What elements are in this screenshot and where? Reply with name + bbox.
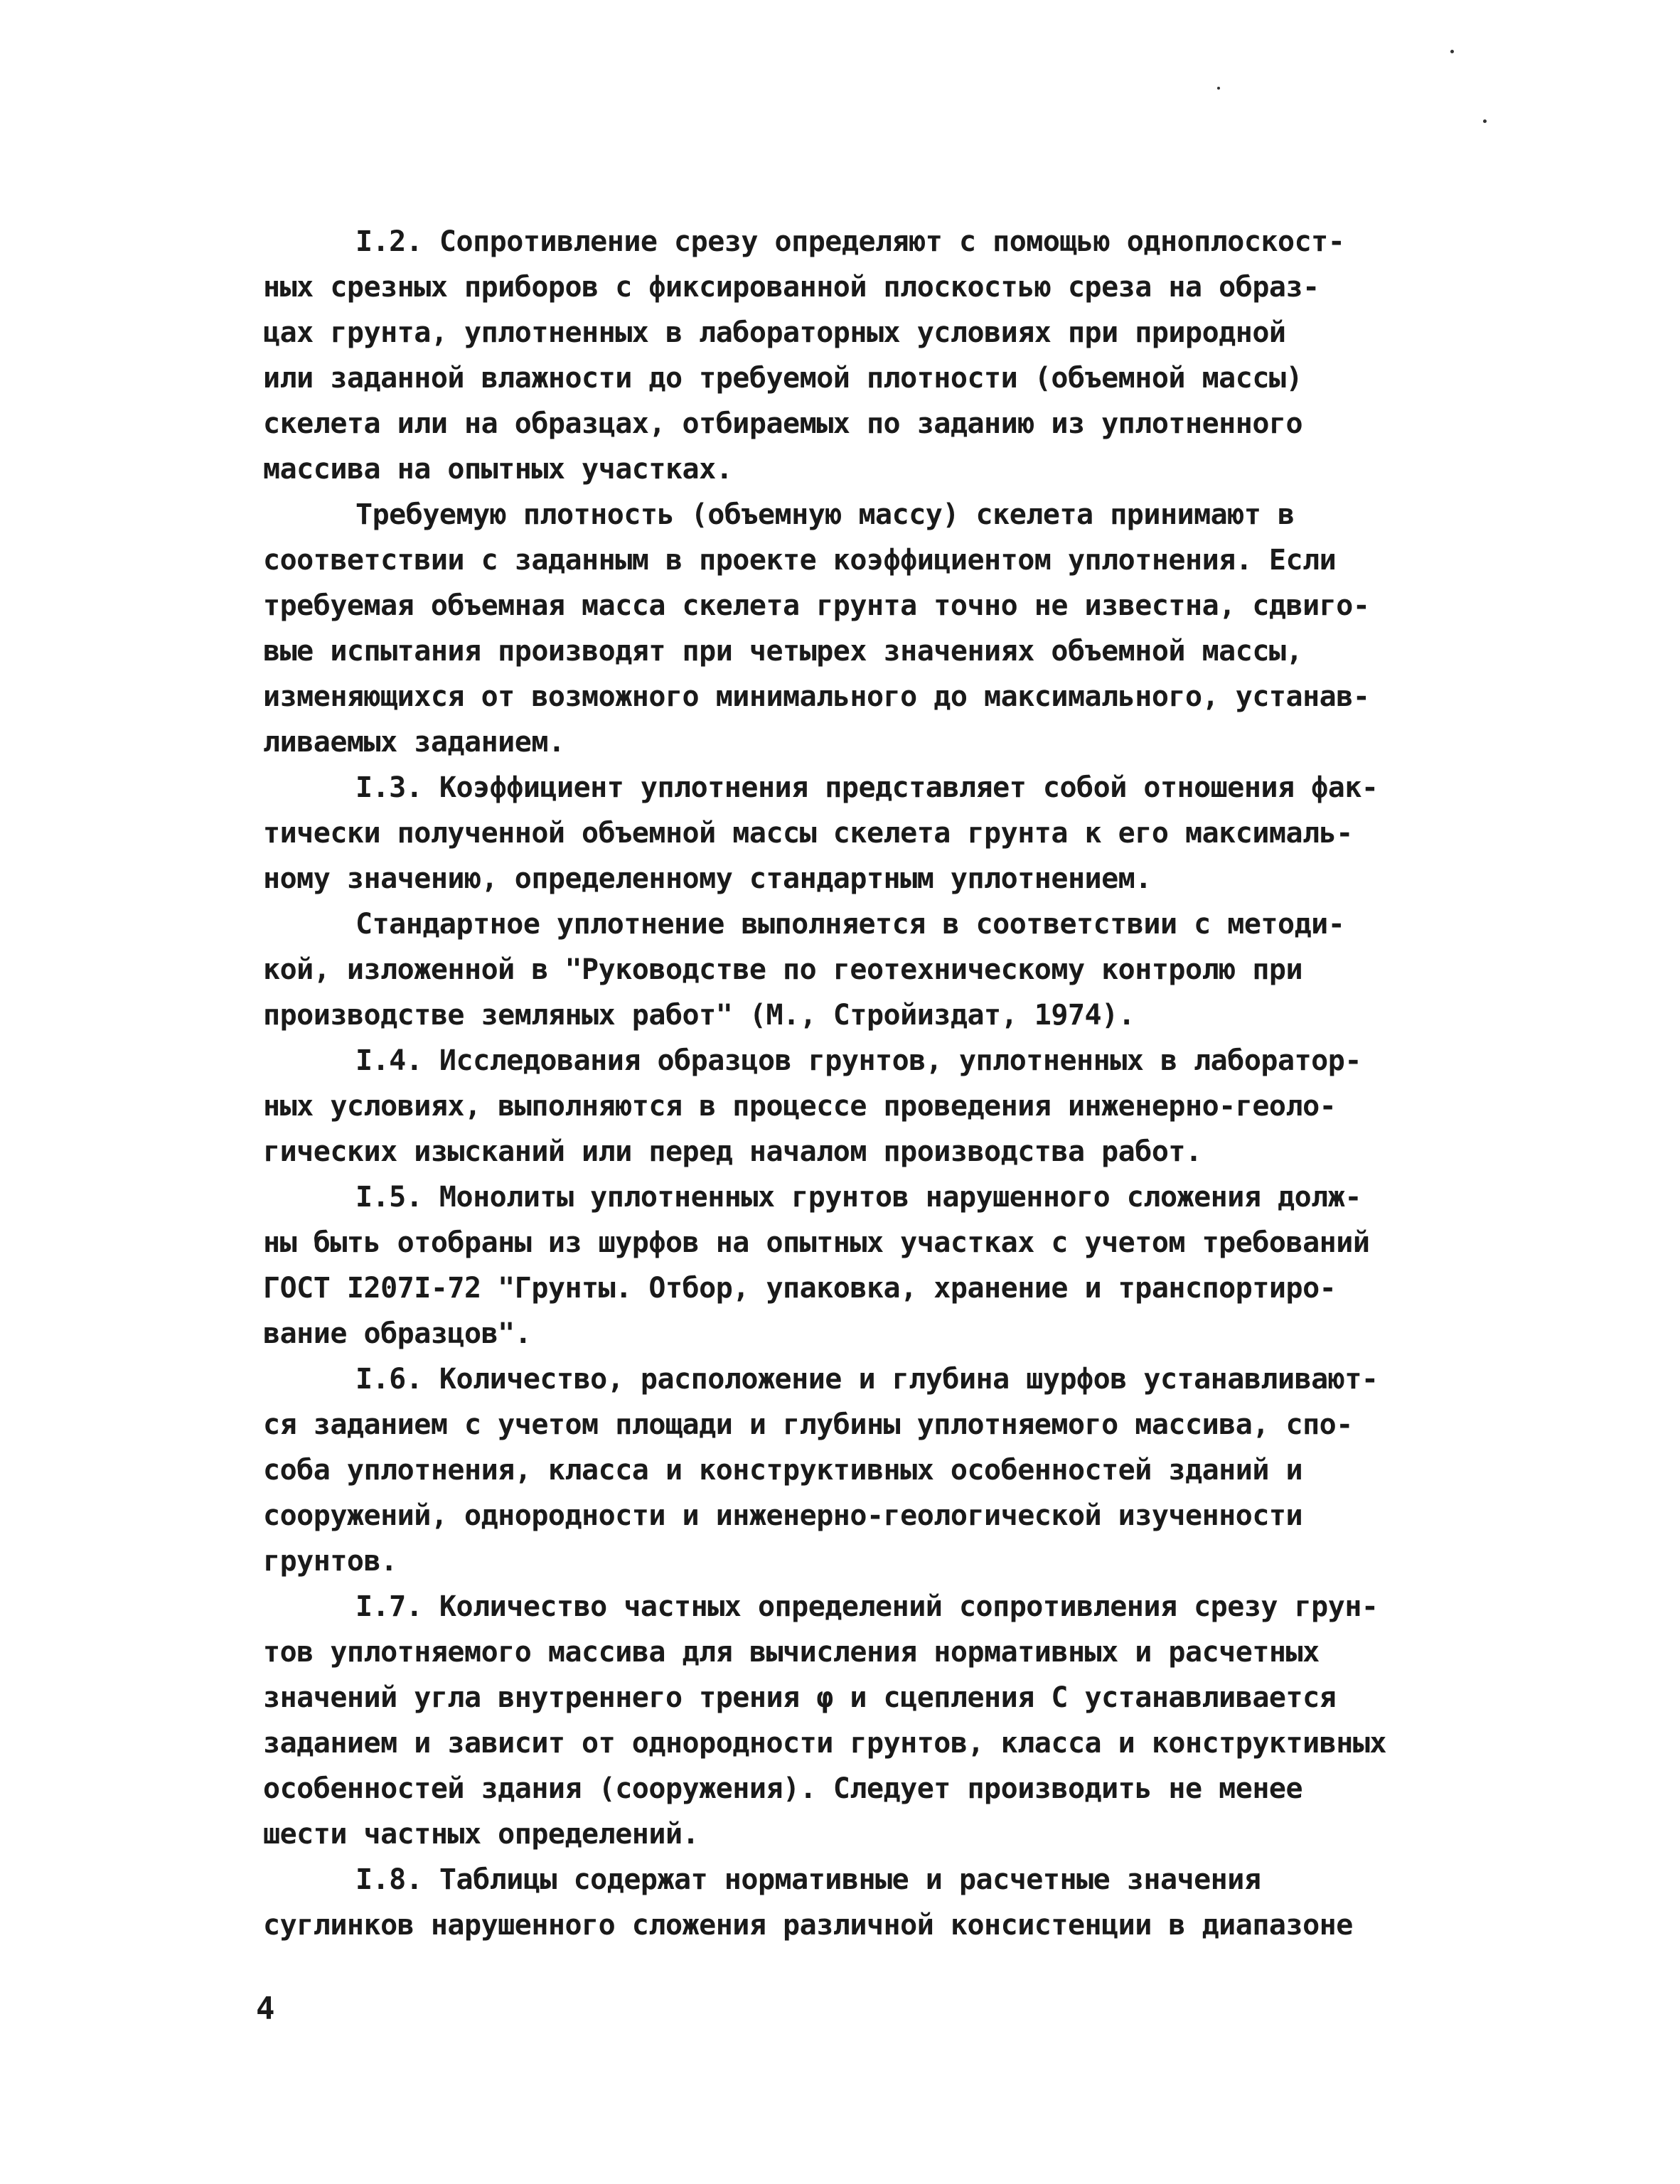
text-line: производстве земляных работ" (М., Стройиздат, 1974). <box>263 999 1135 1032</box>
text-line: соба уплотнения, класса и конструктивных особенностей зданий и <box>263 1454 1303 1487</box>
text-line: или заданной влажности до требуемой плотности (объемной массы) <box>263 362 1303 395</box>
text-line: I.6. Количество, расположение и глубина шурфов устанавливают- <box>355 1363 1379 1396</box>
page-number: 4 <box>256 1991 275 2027</box>
text-line: I.7. Количество частных определений сопротивления срезу грун- <box>355 1590 1379 1623</box>
paragraph-1-5 <box>263 1174 1486 1356</box>
text-line: значений угла внутреннего трения φ и сцепления C устанавливается <box>263 1681 1337 1714</box>
text-line: изменяющихся от возможного минимального до максимального, устанав- <box>263 680 1370 713</box>
text-line: гических изысканий или перед началом производства работ. <box>263 1135 1202 1168</box>
text-line: ГОСТ I207I-72 "Грунты. Отбор, упаковка, хранение и транспортиро- <box>263 1272 1337 1305</box>
text-line: Требуемую плотность (объемную массу) скелета принимают в <box>355 498 1295 531</box>
paragraph-1-8 <box>263 1857 1486 1948</box>
text-line: соответствии с заданным в проекте коэффициентом уплотнения. Если <box>263 544 1337 577</box>
paragraph-1-4 <box>263 1038 1486 1174</box>
text-line: вые испытания производят при четырех значениях объемной массы, <box>263 635 1303 668</box>
body-text <box>263 219 1486 1948</box>
text-line: ны быть отобраны из шурфов на опытных участках с учетом требований <box>263 1226 1370 1259</box>
text-line: тически полученной объемной массы скелета грунта к его максималь- <box>263 817 1353 850</box>
text-line: ных срезных приборов с фиксированной плоскостью среза на образ- <box>263 271 1320 304</box>
text-line: грунтов. <box>263 1545 397 1578</box>
text-line: тов уплотняемого массива для вычисления нормативных и расчетных <box>263 1636 1320 1669</box>
text-line: требуемая объемная масса скелета грунта точно не известна, сдвиго- <box>263 589 1370 622</box>
text-line: заданием и зависит от однородности грунтов, класса и конструктивных <box>263 1727 1386 1760</box>
paragraph-standard-compaction <box>263 901 1486 1038</box>
scan-speck <box>1217 87 1220 90</box>
text-line: I.4. Исследования образцов грунтов, уплотненных в лаборатор- <box>355 1044 1361 1077</box>
text-line: особенностей здания (сооружения). Следует производить не менее <box>263 1772 1303 1805</box>
text-line: Стандартное уплотнение выполняется в соответствии с методи- <box>355 908 1345 941</box>
paragraph-required-density <box>263 492 1486 765</box>
text-line: I.5. Монолиты уплотненных грунтов нарушенного сложения долж- <box>355 1181 1361 1214</box>
paragraph-1-6 <box>263 1356 1486 1584</box>
text-line: скелета или на образцах, отбираемых по заданию из уплотненного <box>263 407 1303 440</box>
paragraph-1-7 <box>263 1584 1486 1857</box>
scan-speck <box>1450 50 1454 53</box>
text-line: цах грунта, уплотненных в лабораторных условиях при природной <box>263 316 1286 349</box>
text-line: шести частных определений. <box>263 1818 700 1851</box>
text-line: ливаемых заданием. <box>263 726 565 759</box>
text-line: ному значению, определенному стандартным уплотнением. <box>263 862 1152 895</box>
text-line: ся заданием с учетом площади и глубины уплотняемого массива, спо- <box>263 1408 1353 1441</box>
text-line: массива на опытных участках. <box>263 453 733 486</box>
text-line: сооружений, однородности и инженерно-геологической изученности <box>263 1499 1303 1532</box>
scan-speck <box>1483 119 1487 123</box>
paragraph-1-3 <box>263 765 1486 901</box>
text-line: вание образцов". <box>263 1317 532 1350</box>
paragraph-1-2 <box>263 219 1486 492</box>
text-line: суглинков нарушенного сложения различной консистенции в диапазоне <box>263 1909 1353 1942</box>
text-line: I.8. Таблицы содержат нормативные и расчетные значения <box>355 1863 1261 1896</box>
text-line: ных условиях, выполняются в процессе проведения инженерно-геоло- <box>263 1090 1337 1123</box>
text-line: кой, изложенной в "Руководстве по геотехническому контролю при <box>263 953 1303 986</box>
text-line: I.2. Сопротивление срезу определяют с помощью одноплоскост- <box>355 225 1345 258</box>
text-line: I.3. Коэффициент уплотнения представляет собой отношения фак- <box>355 771 1379 804</box>
